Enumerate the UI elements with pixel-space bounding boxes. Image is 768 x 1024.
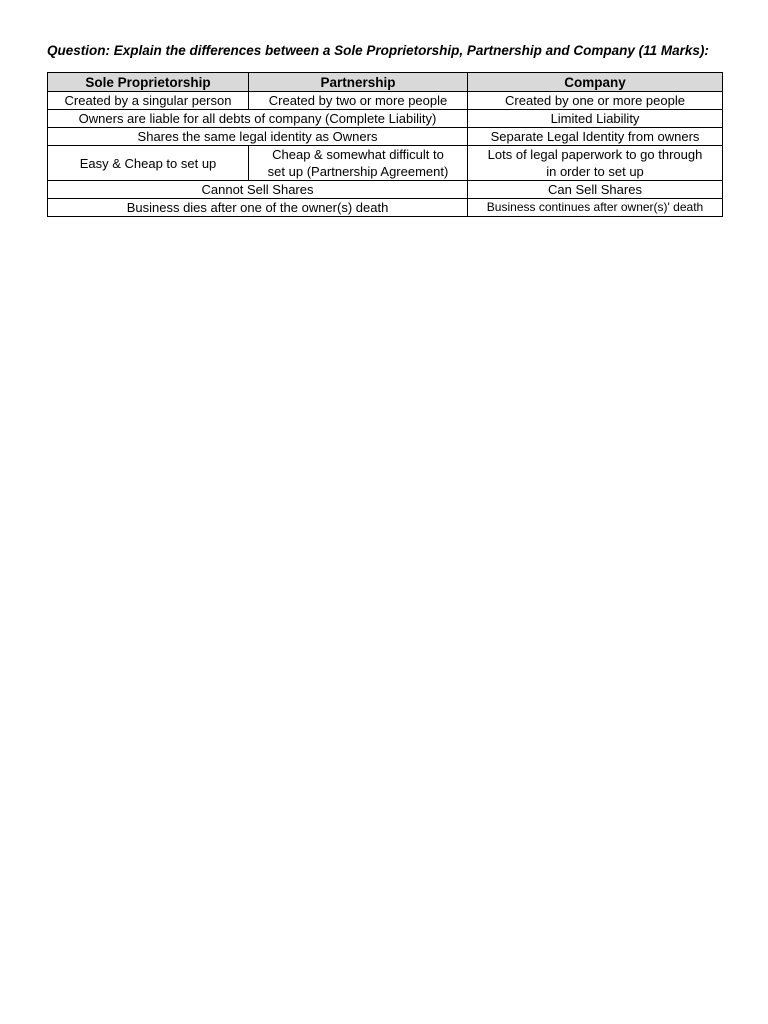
header-company: Company (468, 73, 723, 92)
cell-partnership-created: Created by two or more people (249, 92, 468, 110)
question-heading: Question: Explain the differences between a Sole Proprietorship, Partnership and Company (11 Marks): (47, 43, 709, 58)
table-row-liability (48, 110, 723, 128)
company-setup-line-1: Lots of legal paperwork to go through (487, 147, 703, 162)
table-row-created (48, 92, 723, 110)
table-row-setup (48, 146, 723, 181)
cell-sole-partnership-shares: Cannot Sell Shares (48, 181, 468, 199)
cell-company-identity: Separate Legal Identity from owners (468, 128, 723, 146)
cell-sole-partnership-liability: Owners are liable for all debts of company (Complete Liability) (48, 110, 468, 128)
cell-company-liability: Limited Liability (468, 110, 723, 128)
cell-sole-created: Created by a singular person (48, 92, 249, 110)
header-partnership: Partnership (249, 73, 468, 92)
cell-company-shares: Can Sell Shares (468, 181, 723, 199)
header-sole-proprietorship: Sole Proprietorship (48, 73, 249, 92)
cell-partnership-setup (249, 146, 468, 181)
partnership-setup-line-2: set up (Partnership Agreement) (267, 164, 449, 179)
comparison-table (47, 72, 723, 217)
cell-company-setup (468, 146, 723, 181)
cell-sole-setup: Easy & Cheap to set up (48, 146, 249, 181)
cell-company-continuity: Business continues after owner(s)' death (468, 199, 723, 217)
table-row-shares (48, 181, 723, 199)
table-row-identity (48, 128, 723, 146)
cell-sole-partnership-identity: Shares the same legal identity as Owners (48, 128, 468, 146)
company-setup-line-2: in order to set up (546, 164, 644, 179)
table-row-continuity (48, 199, 723, 217)
table-header-row (48, 73, 723, 92)
partnership-setup-line-1: Cheap & somewhat difficult to (272, 147, 444, 162)
cell-company-created: Created by one or more people (468, 92, 723, 110)
cell-sole-partnership-continuity: Business dies after one of the owner(s) death (48, 199, 468, 217)
